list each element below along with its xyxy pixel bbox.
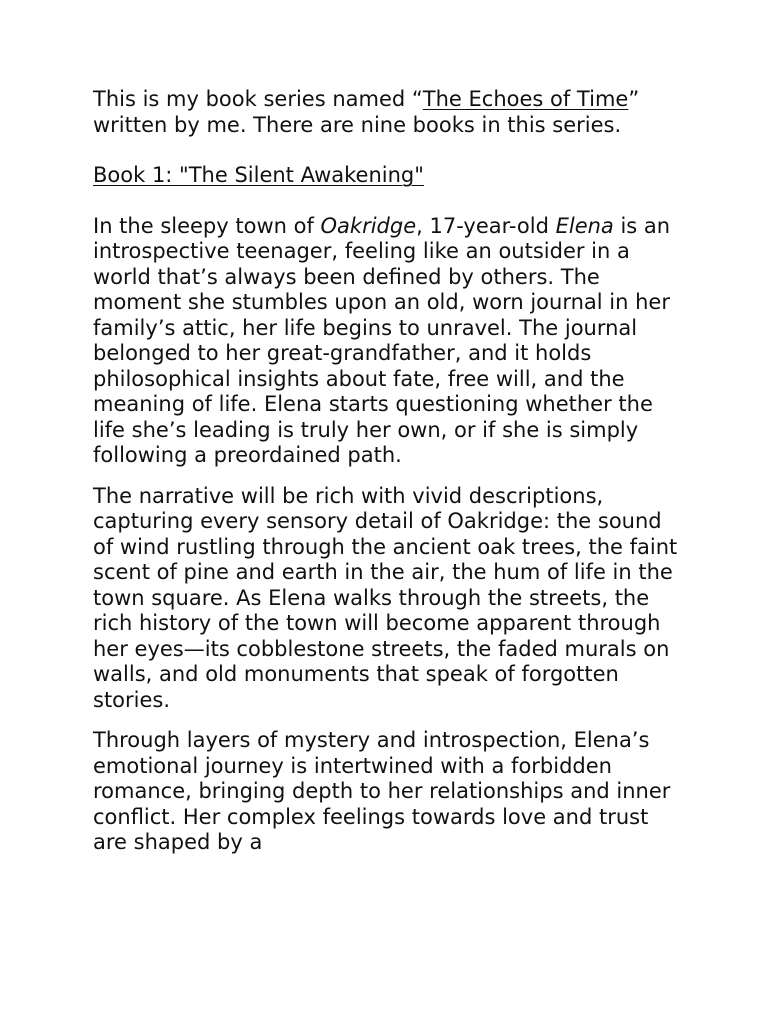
intro-prefix: This is my book series named “ xyxy=(93,87,423,111)
intro-suffix: ” written by me. There are nine books in this series. xyxy=(93,87,640,137)
book-1-paragraph-2: The narrative will be rich with vivid descriptions, capturing every sensory detail of Oakridge: the sound of wind rustling through the ancient oak trees, the faint scent of pine and earth in the air, the hum of life in the town square. As Elena walks through the streets, the rich history of the town will become apparent through her eyes—its cobblestone streets, the faded murals on walls, and old monuments that speak of forgotten stories. xyxy=(93,483,678,712)
character-name-elena: Elena xyxy=(555,213,614,238)
book-1-paragraph-3: Through layers of mystery and introspection, Elena’s emotional journey is intertwined with a forbidden romance, bringing depth to her relationships and inner conflict. Her complex feelings towards love and trust are shaped by a xyxy=(93,728,671,854)
book-1-heading-text: Book 1: "The Silent Awakening" xyxy=(93,163,424,187)
para1-text-2: , 17-year-old xyxy=(416,213,556,238)
para1-text-1: In the sleepy town of xyxy=(93,213,321,238)
document-body xyxy=(93,87,683,871)
place-name-oakridge: Oakridge xyxy=(320,213,417,238)
para1-text-3: is an introspective teenager, feeling like an outsider in a world that’s always been defined by others. The moment she stumbles upon an old, worn journal in her family’s attic, her life begins to unravel. The journal belonged to her great-grandfather, and it holds philosophical insights about fate, free will, and the meaning of life. Elena starts questioning whether the life she’s leading is truly her own, or if she is simply following a preordained path. xyxy=(93,213,671,467)
book-1-paragraph-1 xyxy=(93,214,683,469)
series-title-link[interactable]: The Echoes of Time xyxy=(422,87,629,111)
book-1-heading xyxy=(93,163,683,189)
intro-paragraph xyxy=(93,87,683,138)
